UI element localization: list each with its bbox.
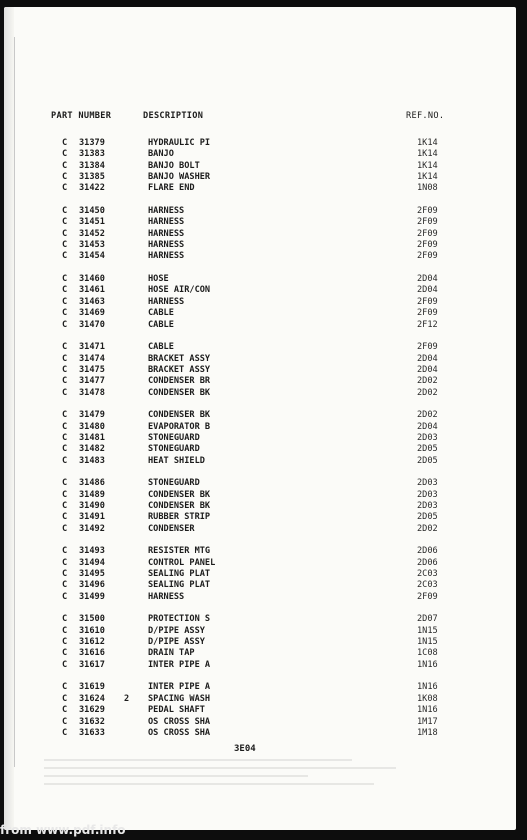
part-number: 31384 [79,160,105,171]
part-description: OS CROSS SHA [148,716,211,727]
part-number: 31422 [79,183,105,194]
part-description: PROTECTION S [148,614,211,625]
table-row [4,626,504,637]
table-row [4,342,504,353]
part-description: BRACKET ASSY [148,364,211,375]
part-prefix: C [62,705,68,716]
table-row [4,320,504,331]
part-number: 31624 [79,693,105,704]
part-prefix: C [62,149,68,160]
part-ref-no: 1K14 [417,172,438,182]
part-description: OS CROSS SHA [148,727,211,738]
part-description: STONEGUARD [148,444,200,455]
table-row [4,138,504,149]
part-ref-no: 2D04 [417,274,438,285]
part-description: INTER PIPE A [148,682,211,693]
table-row [4,728,504,739]
part-number: 31450 [79,206,105,216]
part-description: CABLE [148,319,174,330]
table-row [4,660,504,671]
table-row [4,433,504,444]
part-ref-no: 1K14 [417,138,438,148]
part-ref-no: 2F09 [417,342,438,353]
part-number: 31494 [79,557,105,568]
part-prefix: C [62,421,68,432]
part-number: 31471 [79,342,105,353]
document-page [4,7,516,830]
part-prefix: C [62,183,68,194]
part-ref-no: 1K08 [417,693,438,704]
part-description: HARNESS [148,296,185,307]
header-part-number: PART NUMBER [51,111,112,121]
part-description: CONDENSER BK [148,501,211,511]
part-number: 31481 [79,432,105,443]
part-description: CONDENSER BK [148,489,211,500]
part-ref-no: 1N15 [417,625,438,636]
table-row [4,308,504,319]
part-prefix: C [62,478,68,489]
part-description: CONDENSER BR [148,376,211,387]
part-ref-no: 2D04 [417,364,438,375]
part-ref-no: 1C08 [417,648,438,659]
table-row [4,161,504,172]
watermark-text: from www.pdf.info [0,823,126,837]
table-row [4,648,504,659]
part-number: 31495 [79,569,105,579]
part-number: 31496 [79,580,105,591]
part-number: 31452 [79,228,105,239]
part-number: 31629 [79,705,105,716]
part-prefix: C [62,251,68,262]
table-row [4,251,504,262]
part-ref-no: 2D03 [417,432,438,443]
part-ref-no: 1N16 [417,705,438,716]
part-ref-no: 2D05 [417,455,438,466]
table-row [4,705,504,716]
part-number: 31490 [79,501,105,511]
part-ref-no: 2D03 [417,478,438,489]
part-prefix: C [62,228,68,239]
part-prefix: C [62,342,68,353]
part-ref-no: 2F09 [417,591,438,602]
bleed-through-text [44,759,484,809]
part-number: 31617 [79,659,105,670]
part-description: D/PIPE ASSY [148,625,205,636]
part-prefix: C [62,501,68,511]
header-description: DESCRIPTION [143,111,204,121]
part-prefix: C [62,682,68,693]
table-row [4,524,504,535]
part-prefix: C [62,455,68,466]
part-prefix: C [62,160,68,171]
part-number: 31460 [79,274,105,285]
table-row [4,240,504,251]
part-prefix: C [62,625,68,636]
part-prefix: C [62,296,68,307]
part-description: SPACING WASH [148,693,211,704]
part-ref-no: 1M18 [417,727,438,738]
part-number: 31469 [79,308,105,319]
part-prefix: C [62,637,68,648]
part-description: BANJO WASHER [148,172,211,182]
part-description: STONEGUARD [148,478,200,489]
table-row [4,558,504,569]
part-prefix: C [62,432,68,443]
part-ref-no: 2D02 [417,376,438,387]
part-prefix: C [62,285,68,296]
part-number: 31463 [79,296,105,307]
part-ref-no: 2F09 [417,296,438,307]
part-description: HARNESS [148,228,185,239]
part-number: 31475 [79,364,105,375]
part-prefix: C [62,217,68,228]
part-description: CONDENSER BK [148,410,211,421]
part-number: 31633 [79,727,105,738]
part-number: 31453 [79,240,105,251]
part-description: HEAT SHIELD [148,455,205,466]
part-description: EVAPORATOR B [148,421,211,432]
part-prefix: C [62,727,68,738]
part-number: 31492 [79,523,105,534]
part-description: HARNESS [148,251,185,262]
header-ref-no: REF.NO. [406,111,445,121]
table-row [4,444,504,455]
part-ref-no: 2D02 [417,410,438,421]
table-row [4,297,504,308]
part-prefix: C [62,512,68,523]
part-prefix: C [62,308,68,319]
part-number: 31612 [79,637,105,648]
part-ref-no: 2D02 [417,387,438,398]
part-number: 31491 [79,512,105,523]
part-description: CABLE [148,308,174,319]
part-number: 31493 [79,546,105,557]
part-prefix: C [62,523,68,534]
part-ref-no: 2D04 [417,421,438,432]
table-row [4,501,504,512]
part-ref-no: 1N16 [417,682,438,693]
part-description: RESISTER MTG [148,546,211,557]
table-row [4,149,504,160]
part-prefix: C [62,716,68,727]
part-description: HOSE [148,274,169,285]
part-number: 31483 [79,455,105,466]
part-number: 31383 [79,149,105,160]
part-description: PEDAL SHAFT [148,705,205,716]
part-number: 31461 [79,285,105,296]
table-row [4,637,504,648]
part-ref-no: 2F09 [417,217,438,228]
part-description: BANJO BOLT [148,160,200,171]
part-ref-no: 2D02 [417,523,438,534]
part-number: 31477 [79,376,105,387]
table-row [4,614,504,625]
part-description: HARNESS [148,240,185,251]
part-prefix: C [62,569,68,579]
part-description: HARNESS [148,591,185,602]
part-number: 31482 [79,444,105,455]
table-row [4,354,504,365]
part-number: 31478 [79,387,105,398]
part-ref-no: 2F09 [417,308,438,319]
part-description: INTER PIPE A [148,659,211,670]
part-description: CONDENSER [148,523,195,534]
part-prefix: C [62,138,68,148]
table-row [4,580,504,591]
table-row [4,478,504,489]
table-row [4,456,504,467]
table-row [4,183,504,194]
part-ref-no: 2D04 [417,285,438,296]
part-number: 31454 [79,251,105,262]
part-description: SEALING PLAT [148,580,211,591]
table-row [4,569,504,580]
part-prefix: C [62,557,68,568]
part-number: 31470 [79,319,105,330]
table-row [4,592,504,603]
part-prefix: C [62,376,68,387]
part-number: 31499 [79,591,105,602]
table-row [4,694,504,705]
part-number: 31610 [79,625,105,636]
part-prefix: C [62,364,68,375]
part-ref-no: 2F09 [417,228,438,239]
table-row [4,229,504,240]
page-number: 3E04 [234,744,256,754]
part-ref-no: 1K14 [417,160,438,171]
part-number: 31489 [79,489,105,500]
part-prefix: C [62,659,68,670]
part-number: 31619 [79,682,105,693]
table-row [4,172,504,183]
table-row [4,422,504,433]
part-prefix: C [62,648,68,659]
part-number: 31500 [79,614,105,625]
part-prefix: C [62,353,68,364]
part-number: 31632 [79,716,105,727]
part-description: BRACKET ASSY [148,353,211,364]
part-ref-no: 1N15 [417,637,438,648]
part-description: HOSE AIR/CON [148,285,211,296]
part-ref-no: 2D06 [417,557,438,568]
table-row [4,285,504,296]
table-row [4,682,504,693]
part-description: STONEGUARD [148,432,200,443]
part-prefix: C [62,172,68,182]
table-row [4,388,504,399]
part-ref-no: 2F09 [417,240,438,251]
part-description: CONDENSER BK [148,387,211,398]
part-ref-no: 2C03 [417,580,438,591]
table-row [4,365,504,376]
part-description: RUBBER STRIP [148,512,211,523]
part-description: D/PIPE ASSY [148,637,205,648]
part-prefix: C [62,274,68,285]
part-description: HYDRAULIC PI [148,138,211,148]
table-row [4,274,504,285]
part-ref-no: 2D03 [417,489,438,500]
part-ref-no: 2F09 [417,251,438,262]
part-number: 31385 [79,172,105,182]
table-row [4,546,504,557]
part-prefix: C [62,319,68,330]
part-number: 31379 [79,138,105,148]
part-description: DRAIN TAP [148,648,195,659]
part-ref-no: 2C03 [417,569,438,579]
part-prefix: C [62,614,68,625]
part-prefix: C [62,693,68,704]
part-prefix: C [62,489,68,500]
part-description: HARNESS [148,206,185,216]
table-row [4,217,504,228]
part-ref-no: 2D06 [417,546,438,557]
part-description: CONTROL PANEL [148,557,216,568]
part-ref-no: 2D03 [417,501,438,511]
table-row [4,410,504,421]
part-ref-no: 2D07 [417,614,438,625]
part-number: 31479 [79,410,105,421]
table-row [4,376,504,387]
part-ref-no: 1K14 [417,149,438,160]
part-ref-no: 2F12 [417,319,438,330]
part-number: 31486 [79,478,105,489]
table-row [4,717,504,728]
part-quantity: 2 [124,693,130,704]
table-row [4,206,504,217]
part-number: 31451 [79,217,105,228]
part-ref-no: 2F09 [417,206,438,216]
part-prefix: C [62,444,68,455]
part-prefix: C [62,591,68,602]
part-description: FLARE END [148,183,195,194]
part-number: 31474 [79,353,105,364]
part-ref-no: 1N16 [417,659,438,670]
table-row [4,490,504,501]
table-row [4,512,504,523]
part-description: HARNESS [148,217,185,228]
part-description: SEALING PLAT [148,569,211,579]
part-number: 31480 [79,421,105,432]
part-prefix: C [62,387,68,398]
part-ref-no: 2D05 [417,512,438,523]
part-description: BANJO [148,149,174,160]
part-description: CABLE [148,342,174,353]
part-prefix: C [62,410,68,421]
part-prefix: C [62,546,68,557]
part-number: 31616 [79,648,105,659]
part-prefix: C [62,240,68,251]
part-prefix: C [62,580,68,591]
part-ref-no: 2D05 [417,444,438,455]
part-prefix: C [62,206,68,216]
part-ref-no: 1N08 [417,183,438,194]
part-ref-no: 2D04 [417,353,438,364]
part-ref-no: 1M17 [417,716,438,727]
